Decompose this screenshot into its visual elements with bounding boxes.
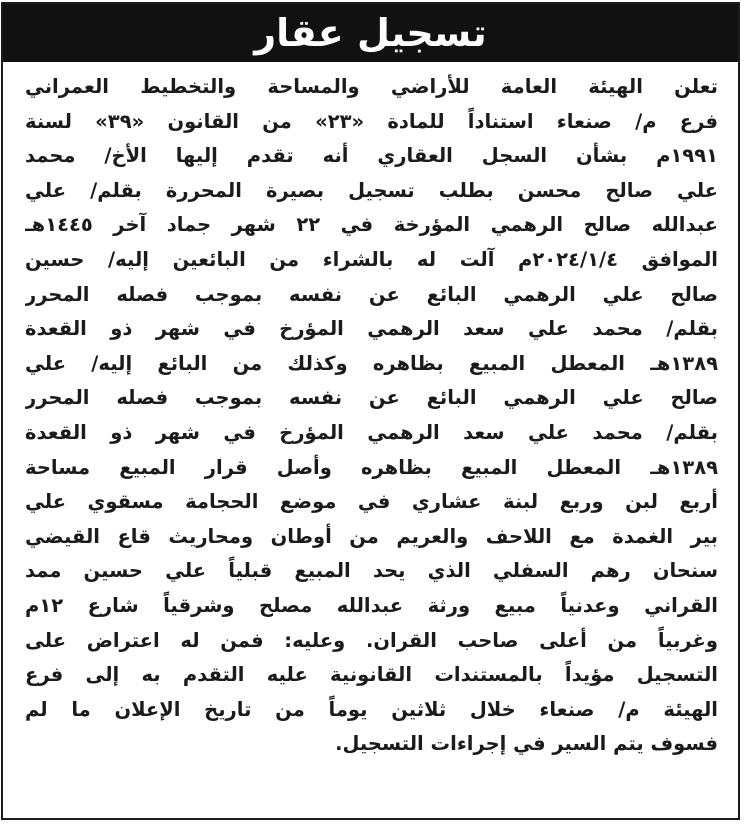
- notice-line: فرع م/ صنعاء استناداً للمادة «٢٣» من القانون «٣٩» لسنة: [25, 109, 718, 133]
- notice-line: وغربياً من أعلى صاحب القران. وعليه: فمن له اعتراض على: [25, 628, 718, 652]
- notice-line: سنحان رهم السفلي الذي يحد المبيع قبلياً علي حسين ممد: [25, 559, 718, 583]
- notice-line: ١٣٨٩هـ المعطل المبيع بظاهره وكذلك من البائع إليه/ علي: [25, 351, 718, 375]
- notice-line: القراني وعدنياً مبيع ورثة عبدالله مصلح وشرقياً شارع ١٢م: [25, 593, 718, 617]
- notice-header: [3, 4, 738, 62]
- notice-line: الموافق ٢٠٢٤/١/٤م آلت له بالشراء من البائعين إليه/ حسين: [25, 247, 718, 271]
- notice-line: صالح علي الرهمي البائع عن نفسه بموجب فصله المحرر: [25, 282, 718, 306]
- notice-box: [1, 2, 740, 820]
- notice-line: التسجيل مؤيداً بالمستندات القانونية عليه التقدم به إلى فرع: [25, 663, 718, 687]
- notice-line: ١٩٩١م بشأن السجل العقاري أنه تقدم إليها الأخ/ محمد: [25, 144, 718, 168]
- notice-line: بقلم/ محمد علي سعد الرهمي المؤرخ في شهر ذو القعدة: [25, 420, 718, 444]
- notice-title: تسجيل عقار: [254, 11, 487, 55]
- notice-line: أربع لبن وربع لبنة عشاري في موضع الحجامة مسقوي علي: [25, 490, 718, 514]
- notice-line: علي صالح محسن بطلب تسجيل بصيرة المحررة بقلم/ علي: [25, 178, 718, 202]
- notice-line: صالح علي الرهمي البائع عن نفسه بموجب فصله المحرر: [25, 386, 718, 410]
- notice-line: بقلم/ محمد علي سعد الرهمي المؤرخ في شهر ذو القعدة: [25, 317, 718, 341]
- notice-line: ١٣٨٩هـ المعطل المبيع بظاهره وأصل قرار المبيع مساحة: [25, 455, 718, 479]
- notice-line: عبدالله صالح الرهمي المؤرخة في ٢٢ شهر جماد آخر ١٤٤٥هـ: [25, 213, 718, 237]
- notice-line: الهيئة م/ صنعاء خلال ثلاثين يوماً من تاريخ الإعلان ما لم: [25, 697, 718, 721]
- notice-body: [25, 70, 718, 812]
- notice-line-last: فسوف يتم السير في إجراءات التسجيل.: [335, 732, 718, 756]
- notice-line: تعلن الهيئة العامة للأراضي والمساحة والتخطيط العمراني: [25, 75, 718, 98]
- notice-line: بير الغمدة مع اللاحف والعريم من أوطان ومحاريث قاع القيضي: [25, 524, 718, 548]
